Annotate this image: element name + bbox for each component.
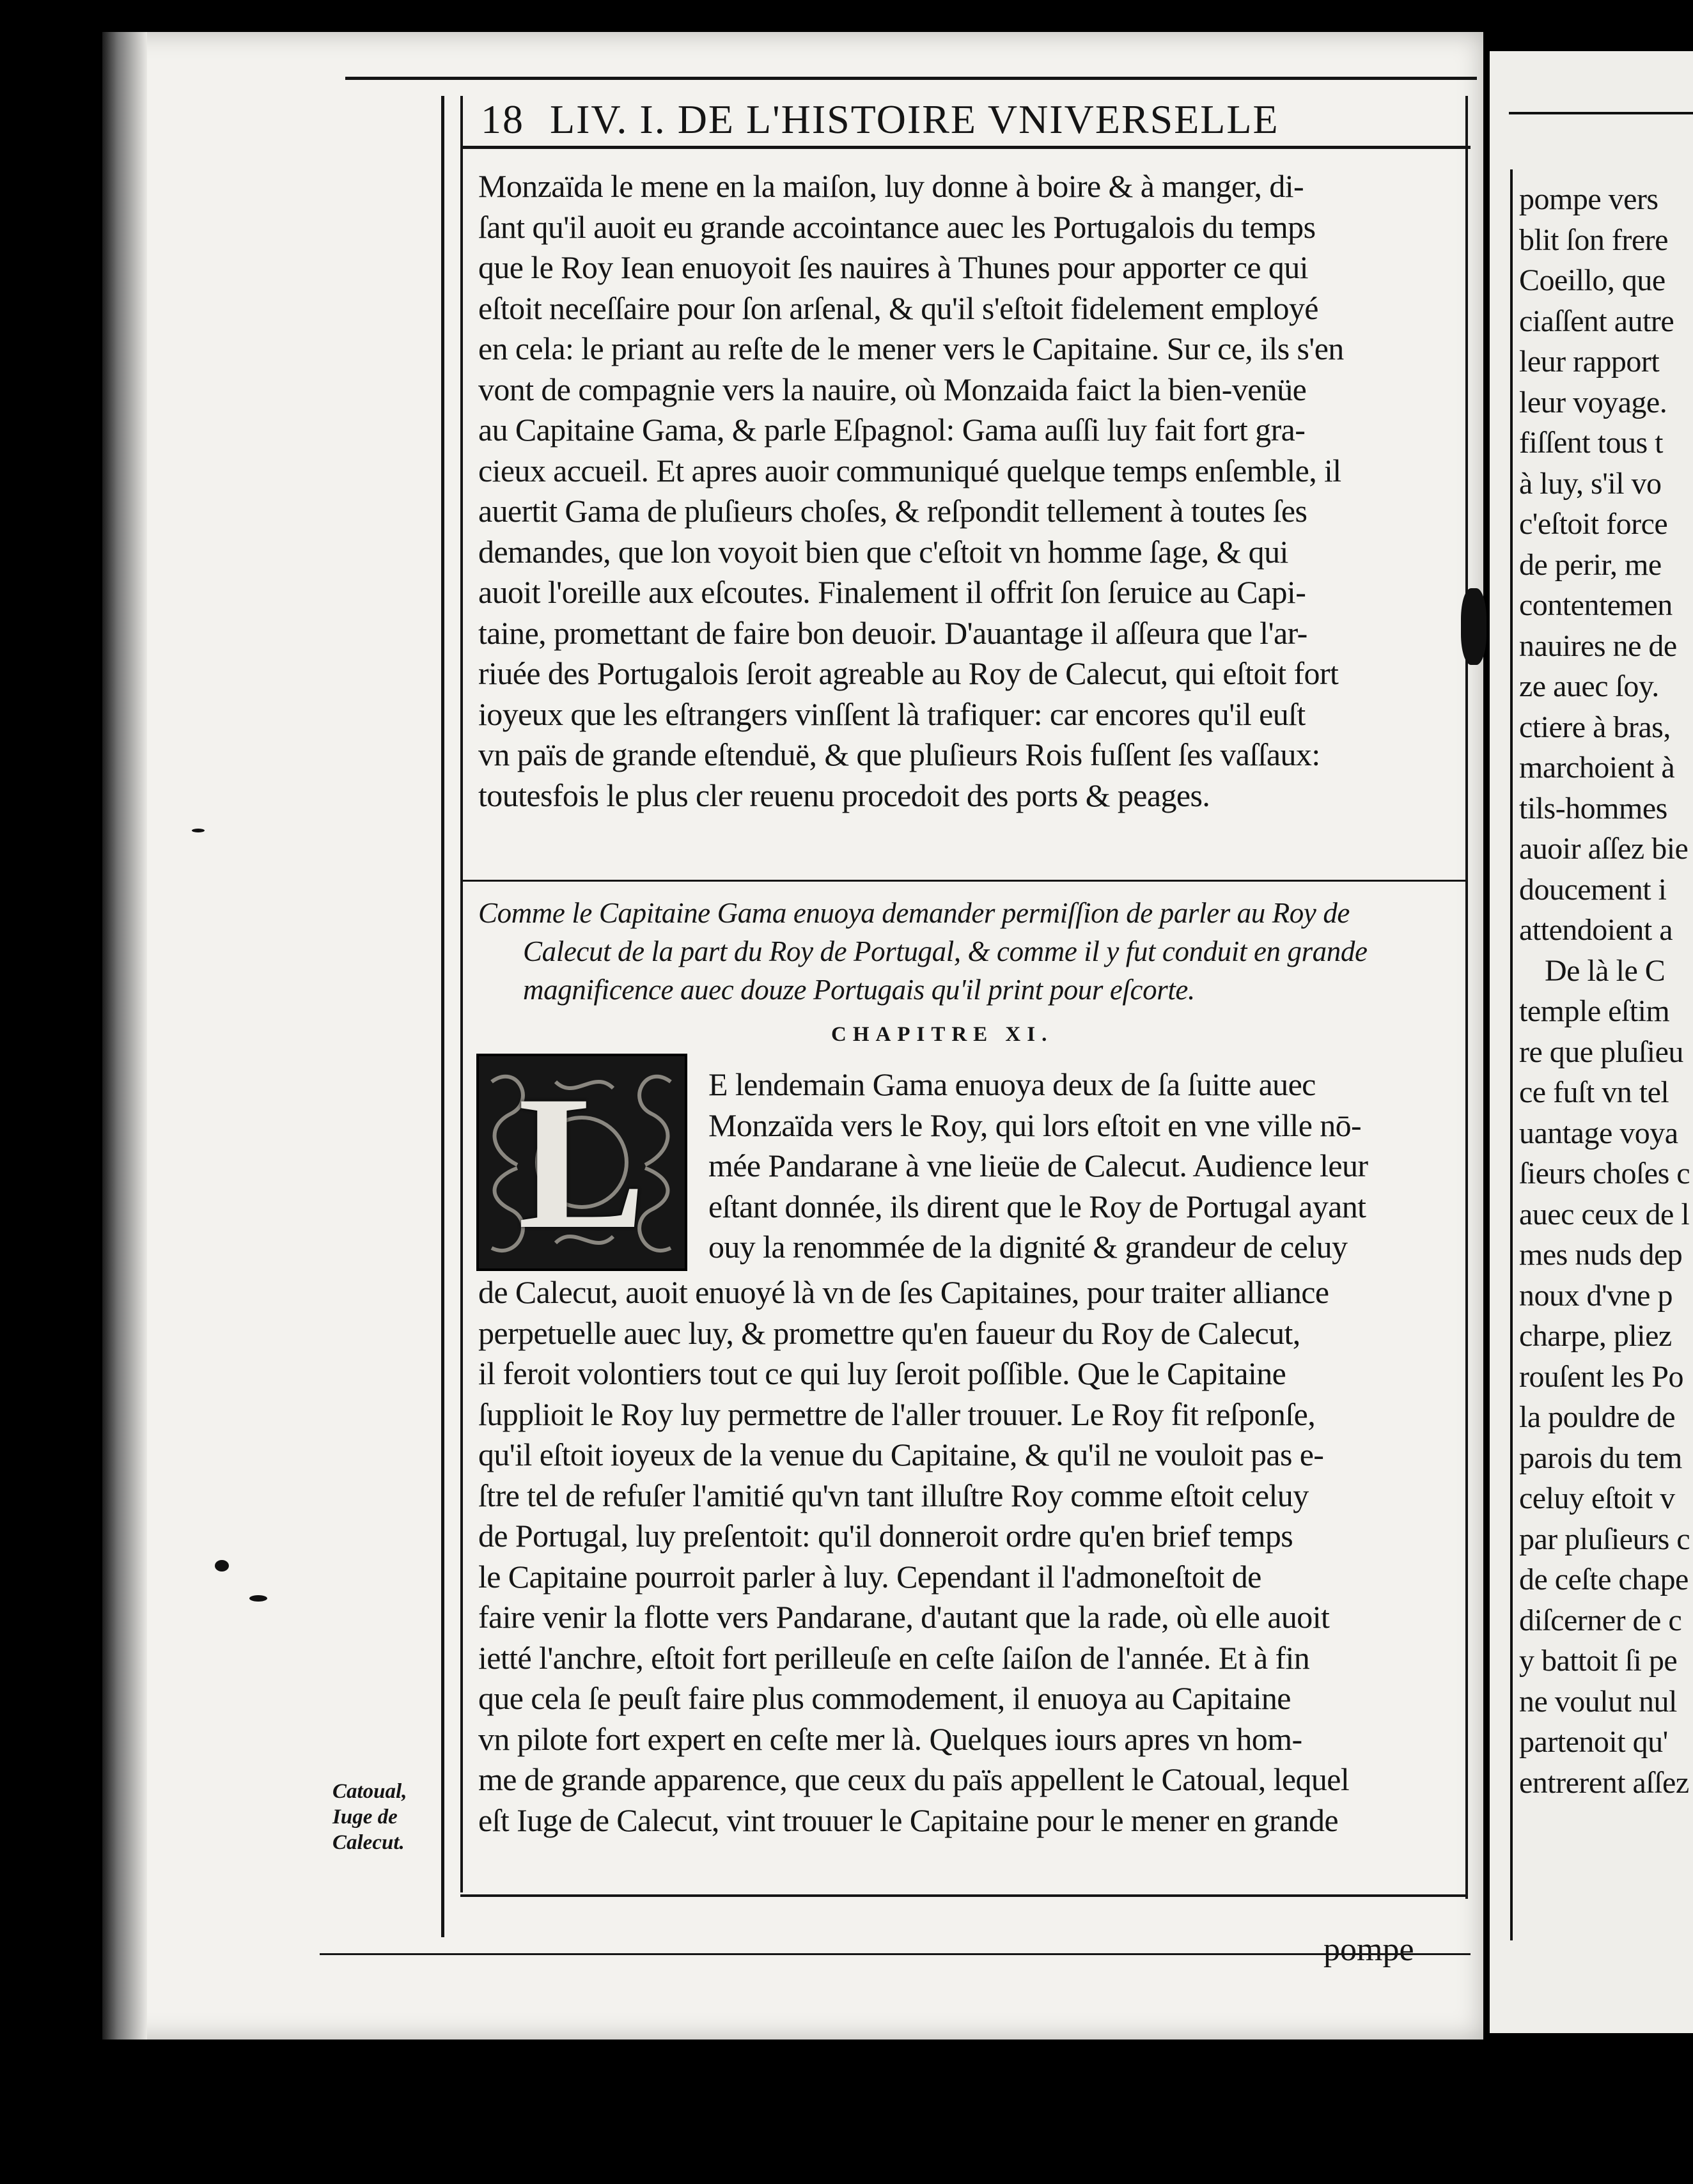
facing-line: pompe vers	[1519, 182, 1658, 216]
facing-line: entrerent aſſez	[1519, 1765, 1689, 1800]
text-line: ietté l'anchre, eſtoit fort perilleuſe en ceſte ſaiſon de l'année. Et à fin	[478, 1639, 1310, 1676]
facing-line: ne voulut nul	[1519, 1684, 1677, 1719]
text-line: ſant qu'il auoit eu grande accointance auec les Portugalois du temps	[478, 208, 1316, 245]
facing-line: celuy eſtoit v	[1519, 1481, 1675, 1515]
heading-line: magnificence auec douze Portugais qu'il print pour eſcorte.	[523, 974, 1195, 1006]
facing-line: auec ceux de l	[1519, 1197, 1690, 1231]
text-line: toutesfois le plus cler reuenu procedoit des ports & peages.	[478, 777, 1210, 813]
marginal-note-line: Iuge de	[332, 1806, 398, 1829]
facing-line: c'eſtoit force	[1519, 507, 1668, 541]
chapter-heading	[478, 894, 1463, 1009]
facing-line: charpe, pliez	[1519, 1319, 1672, 1353]
heading-line: Calecut de la part du Roy de Portugal, & comme il y fut conduit en grande	[523, 935, 1368, 967]
ink-spot	[249, 1595, 267, 1602]
text-line: de Portugal, luy preſentoit: qu'il donneroit ordre qu'en brief temps	[478, 1518, 1293, 1554]
facing-line: partenoit qu'	[1519, 1725, 1668, 1759]
text-line: me de grande apparence, que ceux du païs appellent le Catoual, lequel	[478, 1761, 1350, 1797]
facing-line: contentemen	[1519, 588, 1673, 622]
facing-line: parois du tem	[1519, 1440, 1682, 1475]
top-rule	[345, 77, 1477, 80]
text-line: ſtre tel de refuſer l'amitié qu'vn tant illuſtre Roy comme eſtoit celuy	[478, 1477, 1309, 1513]
facing-line: de ceſte chape	[1519, 1563, 1689, 1596]
ink-spot	[192, 829, 205, 832]
facing-line: à luy, s'il vo	[1519, 466, 1662, 501]
facing-page-text	[1519, 179, 1690, 1803]
facing-line: ze auec ſoy.	[1519, 669, 1659, 703]
body-text-indented	[708, 1065, 1458, 1268]
text-line: de Calecut, auoit enuoyé là vn de ſes Capitaines, pour traiter alliance	[478, 1274, 1329, 1310]
text-line: auertit Gama de pluſieurs choſes, & reſpondit tellement à toutes ſes	[478, 493, 1307, 529]
inner-left-rule	[460, 96, 463, 1892]
base-rule	[320, 1953, 1471, 1955]
text-line: vn pilote fort expert en ceſte mer là. Quelques iours apres vn hom-	[478, 1720, 1302, 1757]
facing-line: ciaſſent autre	[1519, 304, 1674, 338]
text-line: ouy la renommée de la dignité & grandeur de celuy	[708, 1229, 1348, 1265]
text-line: il feroit volontiers tout ce qui luy ſeroit poſſible. Que le Capitaine	[478, 1355, 1286, 1391]
facing-line: doucement i	[1519, 872, 1667, 907]
facing-line: rouſent les Po	[1519, 1359, 1683, 1394]
facing-line: uantage voya	[1519, 1116, 1678, 1150]
facing-line: temple eſtim	[1519, 994, 1670, 1028]
facing-left-rule	[1510, 169, 1513, 1940]
text-line: mée Pandarane à vne lieüe de Calecut. Audience leur	[708, 1148, 1368, 1183]
text-line: perpetuelle auec luy, & promettre qu'en faueur du Roy de Calecut,	[478, 1314, 1300, 1351]
initial-letter: L	[517, 1056, 646, 1268]
text-line: que le Roy Iean enuoyoit ſes nauires à Thunes pour apporter ce qui	[478, 249, 1308, 285]
facing-line: blit ſon frere	[1519, 222, 1668, 257]
bottom-rule	[460, 1894, 1467, 1897]
text-line: cieux accueil. Et apres auoir communiqué quelque temps enſemble, il	[478, 452, 1341, 488]
text-line: en cela: le priant au reſte de le mener vers le Capitaine. Sur ce, ils s'en	[478, 331, 1344, 366]
text-line: ioyeux que les eſtrangers vinſſent là trafiquer: car encores qu'il euſt	[478, 696, 1306, 732]
facing-line: re que pluſieu	[1519, 1034, 1683, 1069]
facing-line: de perir, me	[1519, 547, 1662, 582]
outer-left-rule	[441, 96, 444, 1937]
text-line: vont de compagnie vers la nauire, où Monzaida faict la bien-venüe	[478, 371, 1307, 407]
page-number: 18	[481, 97, 524, 142]
facing-line: tils-hommes	[1519, 791, 1667, 825]
ink-spot	[1461, 588, 1486, 665]
text-line: auoit l'oreille aux eſcoutes. Finalement il offrit ſon ſeruice au Capi-	[478, 574, 1306, 610]
text-line: riuée des Portugalois ſeroit agreable au Roy de Calecut, qui eſtoit fort	[478, 655, 1339, 691]
running-title: LIV. I. DE L'HISTOIRE VNIVERSELLE	[550, 97, 1279, 142]
facing-line: diſcerner de c	[1519, 1603, 1682, 1637]
marginal-note-line: Calecut.	[332, 1831, 405, 1854]
decorated-initial	[476, 1054, 687, 1271]
facing-line: De là le C	[1545, 953, 1666, 988]
facing-line: par pluſieurs c	[1519, 1522, 1690, 1556]
chapter-label: CHAPITRE XI.	[831, 1023, 1054, 1046]
header-rule	[460, 146, 1471, 149]
facing-line: fiſſent tous t	[1519, 426, 1663, 460]
facing-line: auoir aſſez bie	[1519, 832, 1689, 866]
text-line: eſtant donnée, ils dirent que le Roy de Portugal ayant	[708, 1188, 1366, 1224]
facing-top-rule	[1509, 112, 1693, 114]
text-line: qu'il eſtoit ioyeux de la venue du Capitaine, & qu'il ne vouloit pas e-	[478, 1437, 1324, 1472]
text-line: E lendemain Gama enuoya deux de ſa ſuitte auec	[708, 1066, 1316, 1102]
facing-line: ctiere à bras,	[1519, 710, 1671, 744]
heading-line: Comme le Capitaine Gama enuoya demander permiſſion de parler au Roy de	[478, 897, 1350, 929]
body-text-bottom	[478, 1272, 1458, 1841]
ink-spot	[215, 1560, 229, 1572]
facing-line: attendoient a	[1519, 913, 1673, 947]
text-line: Monzaïda vers le Roy, qui lors eſtoit en vne ville nō-	[708, 1107, 1362, 1143]
facing-line: ce fuſt vn tel	[1519, 1075, 1669, 1109]
facing-line: marchoient à	[1519, 751, 1675, 784]
body-text-top	[478, 166, 1458, 816]
text-line: taine, promettant de faire bon deuoir. D'auantage il aſſeura que l'ar-	[478, 614, 1307, 651]
facing-line: la pouldre de	[1519, 1400, 1676, 1434]
text-line: ſupplioit le Roy luy permettre de l'aller trouuer. Le Roy fit reſponſe,	[478, 1396, 1316, 1432]
facing-line: Coeillo, que	[1519, 263, 1666, 297]
book-page-right	[1490, 51, 1693, 2033]
text-line: demandes, que lon voyoit bien que c'eſtoit vn homme ſage, & qui	[478, 533, 1288, 570]
facing-line: nauires ne de	[1519, 628, 1677, 663]
right-rule	[1465, 96, 1468, 1899]
text-line: vn païs de grande eſtenduë, & que pluſieurs Rois fuſſent ſes vaſſaux:	[478, 737, 1320, 772]
running-head	[481, 95, 1459, 144]
facing-line: mes nuds dep	[1519, 1238, 1683, 1272]
chapter-top-rule	[460, 880, 1467, 882]
catchword: pompe	[1323, 1931, 1414, 1968]
text-line: que cela ſe peuſt faire plus commodement, il enuoya au Capitaine	[478, 1680, 1291, 1716]
facing-line: y battoit ſi pe	[1519, 1644, 1678, 1678]
marginal-note-line: Catoual,	[332, 1780, 407, 1803]
text-line: eſt Iuge de Calecut, vint trouuer le Capitaine pour le mener en grande	[478, 1802, 1338, 1838]
text-line: le Capitaine pourroit parler à luy. Cependant il l'admoneſtoit de	[478, 1558, 1261, 1595]
text-line: faire venir la flotte vers Pandarane, d'autant que la rade, où elle auoit	[478, 1599, 1330, 1635]
marginal-note	[332, 1779, 435, 1855]
text-line: eſtoit neceſſaire pour ſon arſenal, & qu'il s'eſtoit fidelement employé	[478, 290, 1318, 326]
facing-line: ſieurs choſes c	[1519, 1157, 1690, 1190]
text-line: au Capitaine Gama, & parle Eſpagnol: Gama auſſi luy fait fort gra-	[478, 412, 1306, 448]
facing-line: noux d'vne p	[1519, 1278, 1673, 1313]
facing-line: leur voyage.	[1519, 385, 1667, 419]
facing-line: leur rapport	[1519, 345, 1660, 378]
text-line: Monzaïda le mene en la maiſon, luy donne à boire & à manger, di-	[478, 168, 1304, 204]
